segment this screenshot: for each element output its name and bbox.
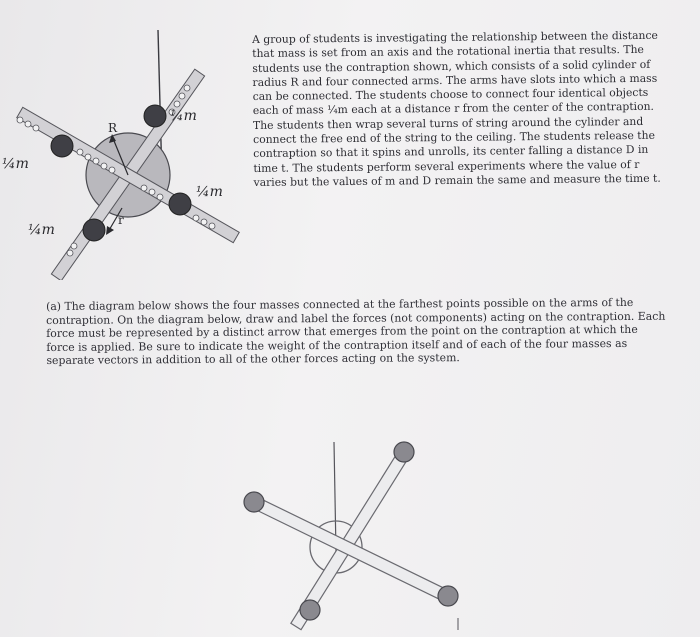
blank-contraption-diagram[interactable] bbox=[240, 432, 480, 632]
mass-left bbox=[51, 135, 73, 157]
mass-label-lower-left: ¼m bbox=[28, 222, 55, 238]
problem-intro-text: A group of students is investigating the relationship between the distance that mass is set from an axis and the rotational inertia that results. The students use the contraption shown, which consists of a solid cylinder of radius R and four connected arms. The arms have slots into which a mass can be connected. The students choose to connect four identical objects each of mass ¼m each at a distance r from the center of the contraption. The students then wrap several turns of string around the cylinder and connect the free end of the string to the ceiling. The students release the contraption so that it spins and unrolls, its center falling a distance D in time t. The students perform several experiments where the value of r varies but the values of m and D remain the same and measure the time t. bbox=[252, 28, 661, 189]
mass-right bbox=[169, 193, 191, 215]
diagram-mass-right bbox=[438, 586, 458, 606]
mass-upper-right bbox=[144, 105, 166, 127]
mass-label-right: ¼m bbox=[196, 184, 223, 200]
diagram-arm-b bbox=[252, 497, 451, 602]
part-a-question bbox=[46, 296, 668, 368]
mass-label-upper-right: ¼m bbox=[170, 108, 197, 124]
diagram-mass-top bbox=[394, 442, 414, 462]
diagram-mass-bottom bbox=[300, 600, 320, 620]
problem-intro bbox=[252, 29, 664, 191]
radius-r-arrowhead bbox=[106, 226, 114, 235]
radius-R-label: R bbox=[108, 121, 118, 135]
mass-label-left: ¼m bbox=[2, 156, 29, 172]
mass-lower-left bbox=[83, 219, 105, 241]
radius-r-label: r bbox=[118, 213, 124, 227]
diagram-mass-left bbox=[244, 492, 264, 512]
contraption-figure bbox=[0, 20, 250, 280]
part-a-text: (a) The diagram below shows the four masses connected at the farthest points possible on the arms of the contraption. On the diagram below, draw and label the forces (not components) acting on the contraption. Each force must be represented by a distinct arrow that emerges from the point on the contraption at which the force is applied. Be sure to indicate the weight of the contraption itself and of each of the four masses as separate vectors in addition to all of the other forces acting on the system. bbox=[46, 295, 666, 368]
